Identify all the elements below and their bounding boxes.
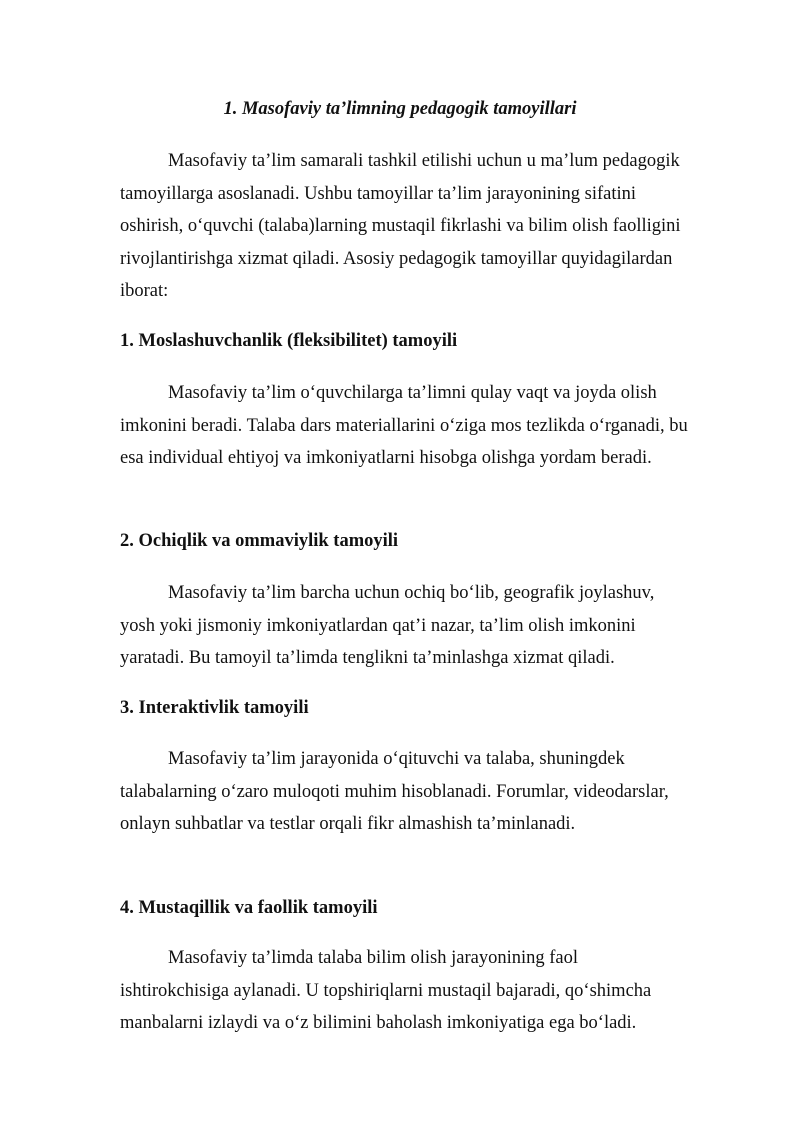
page-title: 1. Masofaviy ta’limning pedagogik tamoyillari: [223, 99, 577, 119]
section-paragraph-1: Masofaviy ta’lim o‘quvchilarga ta’limni qulay vaqt va joyda olish imkonini beradi. Talaba dars materiallarini o‘ziga mos tezlikda o‘rganadi, bu esa individual ehtiyoj va imkoniyatlarni hisobga olishga yordam beradi.: [120, 383, 688, 468]
section-paragraph-4: Masofaviy ta’limda talaba bilim olish jarayonining faol ishtirokchisiga aylanadi. U topshiriqlarni mustaqil bajaradi, qo‘shimcha manbalarni izlaydi va o‘z bilimini baholash imkoniyatiga ega bo‘ladi.: [120, 948, 652, 1033]
intro-paragraph: Masofaviy ta’lim samarali tashkil etilishi uchun u ma’lum pedagogik tamoyillarga asoslanadi. Ushbu tamoyillar ta’lim jarayonining sifatini oshirish, o‘quvchi (talaba)larning mustaqil fikrlashi va bilim olish faolligini rivojlantirishga xizmat qiladi. Asosiy pedagogik tamoyillar quyidagilardan iborat:: [120, 151, 681, 301]
section-paragraph-3: Masofaviy ta’lim jarayonida o‘qituvchi va talaba, shuningdek talabalarning o‘zaro muloqoti muhim hisoblanadi. Forumlar, videodarslar, onlayn suhbatlar va testlar orqali fikr almashish ta’minlanadi.: [120, 749, 669, 834]
section-heading-2: 2. Ochiqlik va ommaviylik tamoyili: [120, 531, 399, 551]
section-heading-3: 3. Interaktivlik tamoyili: [120, 698, 309, 718]
section-heading-1: 1. Moslashuvchanlik (fleksibilitet) tamoyili: [120, 331, 458, 351]
section-paragraph-2: Masofaviy ta’lim barcha uchun ochiq bo‘lib, geografik joylashuv, yosh yoki jismoniy imkoniyatlardan qat’i nazar, ta’lim olish imkonini yaratadi. Bu tamoyil ta’limda tenglikni ta’minlashga xizmat qiladi.: [120, 583, 655, 668]
section-heading-4: 4. Mustaqillik va faollik tamoyili: [120, 898, 378, 918]
